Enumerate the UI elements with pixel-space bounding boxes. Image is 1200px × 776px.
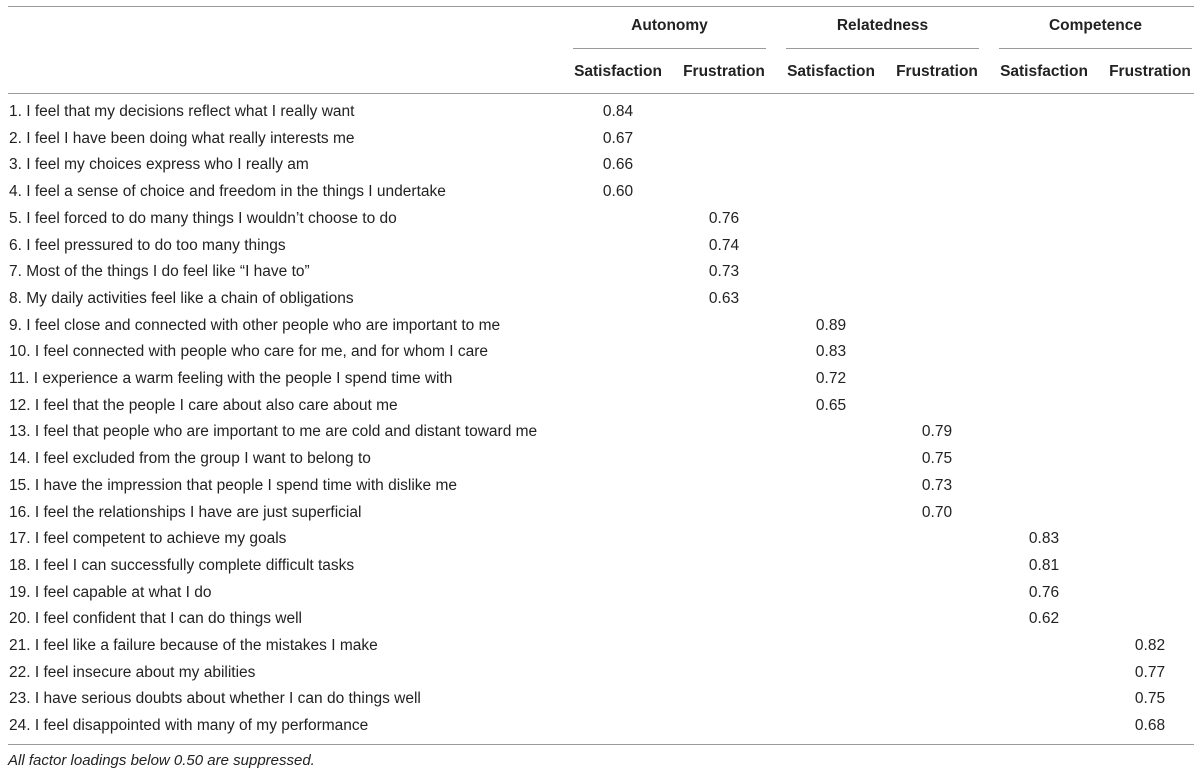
row-loading-value: 0.62	[1028, 610, 1060, 628]
row-item-label: 2. I feel I have been doing what really interests me	[9, 129, 355, 147]
group-underline-competence	[999, 48, 1192, 49]
row-loading-value: 0.60	[602, 183, 634, 201]
row-loading-value: 0.68	[1134, 717, 1166, 735]
table-bottom-rule	[8, 744, 1194, 745]
row-item-label: 24. I feel disappointed with many of my performance	[9, 717, 369, 735]
subheader-autonomy-satisfaction: Satisfaction	[574, 63, 662, 80]
row-item-label: 20. I feel confident that I can do things well	[9, 610, 302, 628]
row-item-label: 8. My daily activities feel like a chain of obligations	[9, 289, 354, 307]
table-top-rule	[8, 6, 1194, 7]
row-loading-value: 0.76	[708, 209, 740, 227]
row-loading-value: 0.63	[708, 289, 740, 307]
row-item-label: 12. I feel that the people I care about also care about me	[9, 396, 398, 414]
group-header-relatedness: Relatedness	[836, 17, 929, 34]
row-item-label: 11. I experience a warm feeling with the people I spend time with	[9, 370, 453, 387]
row-loading-value: 0.74	[708, 236, 740, 254]
row-item-label: 23. I have serious doubts about whether I can do things well	[9, 690, 421, 708]
group-underline-autonomy	[573, 48, 766, 49]
row-loading-value: 0.67	[602, 129, 634, 147]
row-loading-value: 0.75	[921, 450, 953, 468]
subheader-competence-frustration: Frustration	[1109, 63, 1191, 80]
row-item-label: 10. I feel connected with people who care for me, and for whom I care	[9, 343, 489, 361]
row-item-label: 1. I feel that my decisions reflect what I really want	[9, 103, 355, 120]
row-loading-value: 0.79	[921, 423, 953, 441]
subheader-competence-satisfaction: Satisfaction	[1000, 63, 1088, 80]
row-loading-value: 0.83	[1028, 530, 1060, 548]
row-loading-value: 0.70	[921, 503, 953, 521]
row-loading-value: 0.65	[815, 396, 847, 414]
subheader-autonomy-frustration: Frustration	[683, 63, 765, 80]
row-loading-value: 0.89	[815, 316, 847, 334]
row-item-label: 19. I feel capable at what I do	[9, 583, 212, 601]
row-loading-value: 0.83	[815, 343, 847, 361]
row-loading-value: 0.77	[1134, 663, 1166, 681]
group-header-competence: Competence	[1048, 17, 1143, 34]
row-loading-value: 0.72	[815, 370, 847, 387]
row-item-label: 17. I feel competent to achieve my goals	[9, 530, 287, 548]
group-underline-relatedness	[786, 48, 979, 49]
row-item-label: 16. I feel the relationships I have are just superficial	[9, 503, 362, 521]
row-item-label: 4. I feel a sense of choice and freedom in the things I undertake	[9, 183, 446, 201]
row-item-label: 9. I feel close and connected with other people who are important to me	[9, 316, 501, 334]
row-item-label: 14. I feel excluded from the group I want to belong to	[9, 450, 371, 468]
row-loading-value: 0.82	[1134, 637, 1166, 654]
row-loading-value: 0.84	[602, 103, 634, 120]
row-item-label: 21. I feel like a failure because of the mistakes I make	[9, 637, 378, 654]
header-bottom-rule	[8, 93, 1194, 94]
row-item-label: 18. I feel I can successfully complete difficult tasks	[9, 556, 355, 574]
row-item-label: 7. Most of the things I do feel like “I have to”	[9, 263, 310, 281]
row-item-label: 22. I feel insecure about my abilities	[9, 663, 256, 681]
row-loading-value: 0.75	[1134, 690, 1166, 708]
row-item-label: 6. I feel pressured to do too many things	[9, 236, 286, 254]
row-item-label: 13. I feel that people who are important to me are cold and distant toward me	[9, 423, 538, 441]
subheader-relatedness-satisfaction: Satisfaction	[787, 63, 875, 80]
group-header-autonomy: Autonomy	[631, 17, 708, 34]
row-loading-value: 0.81	[1028, 556, 1060, 574]
row-loading-value: 0.73	[708, 263, 740, 281]
row-item-label: 3. I feel my choices express who I really am	[9, 156, 309, 174]
row-loading-value: 0.66	[602, 156, 634, 174]
row-loading-value: 0.76	[1028, 583, 1060, 601]
table-footnote: All factor loadings below 0.50 are suppressed.	[8, 752, 315, 769]
subheader-relatedness-frustration: Frustration	[896, 63, 978, 80]
row-item-label: 15. I have the impression that people I spend time with dislike me	[9, 476, 458, 494]
row-loading-value: 0.73	[921, 476, 953, 494]
row-item-label: 5. I feel forced to do many things I wouldn’t choose to do	[9, 209, 397, 227]
